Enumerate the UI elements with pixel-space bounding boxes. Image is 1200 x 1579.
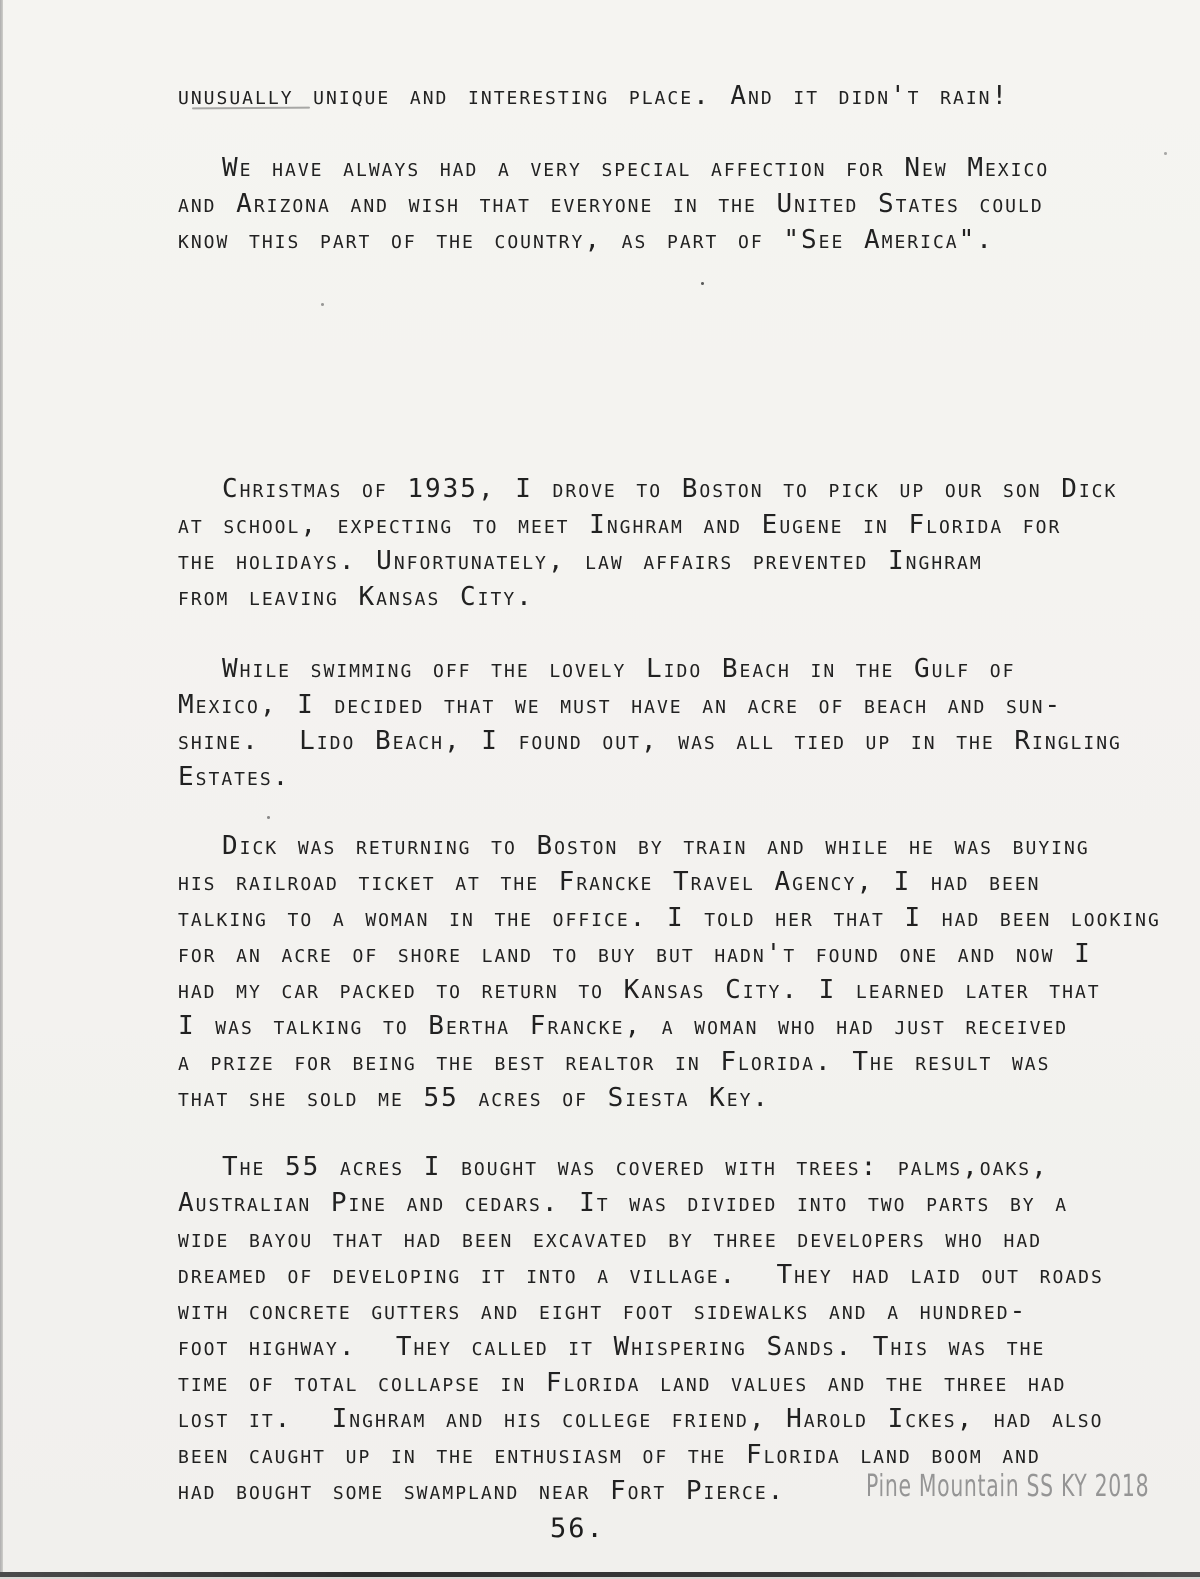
large-blank-gap (178, 258, 1161, 471)
typed-line: with concrete gutters and eight foot sidewalks and a hundred- (178, 1296, 1028, 1326)
typed-line: Mexico, I decided that we must have an acre of beach and sun- (178, 690, 1063, 720)
typed-line: a prize for being the best realtor in Florida. The result was (178, 1047, 1051, 1077)
typed-line: The 55 acres I bought was covered with trees: palms,oaks, (222, 1152, 1049, 1182)
page-number: 56. (550, 1513, 605, 1544)
paragraph-christmas-1935 (178, 471, 1161, 615)
typed-line: that she sold me 55 acres of Siesta Key. (178, 1083, 771, 1113)
typed-line: from leaving Kansas City. (178, 582, 534, 612)
typed-line: lost it. Inghram and his college friend, Harold Ickes, had also (178, 1404, 1104, 1434)
paragraph-continuation (178, 78, 1161, 114)
typed-line: been caught up in the enthusiasm of the Florida land boom and (178, 1440, 1041, 1470)
ink-speck (267, 816, 270, 819)
typed-line: at school, expecting to meet Inghram and Eugene in Florida for (178, 510, 1062, 540)
ink-speck (1164, 152, 1167, 155)
typed-line: wide bayou that had been excavated by three developers who had (178, 1224, 1043, 1254)
typed-line: While swimming off the lovely Lido Beach in the Gulf of (222, 654, 1016, 684)
typed-line: the holidays. Unfortunately, law affairs prevented Inghram (178, 546, 983, 576)
typed-line: shine. Lido Beach, I found out, was all tied up in the Ringling (178, 726, 1122, 756)
typed-line: know this part of the country, as part of "See America". (178, 225, 994, 255)
typed-line: talking to a woman in the office. I told her that I had been looking (178, 903, 1161, 933)
typed-line: Estates. (178, 762, 291, 792)
typed-line: unusually unique and interesting place. And it didn't rain! (178, 81, 1010, 111)
typed-line: time of total collapse in Florida land values and the three had (178, 1368, 1067, 1398)
paragraph-gap (178, 795, 1161, 828)
paragraph-whispering-sands (178, 1149, 1161, 1509)
typed-line: foot highway. They called it Whispering Sands. This was the (178, 1332, 1046, 1362)
paragraph-francke-agency (178, 828, 1161, 1116)
paragraph-gap (178, 1116, 1161, 1149)
typed-line: had my car packed to return to Kansas City. I learned later that (178, 975, 1101, 1005)
paragraph-gap (178, 114, 1161, 150)
paragraph-see-america (178, 150, 1161, 258)
typed-line: had bought some swampland near Fort Pierce. (178, 1476, 786, 1506)
typed-line: Christmas of 1935, I drove to Boston to pick up our son Dick (222, 474, 1118, 504)
typed-line: for an acre of shore land to buy but hadn't found one and now I (178, 939, 1092, 969)
ink-speck (321, 303, 324, 306)
typed-line: We have always had a very special affection for New Mexico (222, 153, 1050, 183)
paragraph-lido-beach (178, 651, 1161, 795)
watermark: Pine Mountain SS KY 2018 (866, 1469, 1150, 1504)
typed-line: dreamed of developing it into a village. They had laid out roads (178, 1260, 1104, 1290)
ink-speck (701, 282, 704, 285)
typed-line: Dick was returning to Boston by train and while he was buying (222, 831, 1090, 861)
typed-line: his railroad ticket at the Francke Travel Agency, I had been (178, 867, 1041, 897)
typed-line: I was talking to Bertha Francke, a woman who had just received (178, 1011, 1069, 1041)
typed-line: Australian Pine and cedars. It was divided into two parts by a (178, 1188, 1069, 1218)
paragraph-gap (178, 615, 1161, 651)
typed-line: and Arizona and wish that everyone in the United States could (178, 189, 1044, 219)
